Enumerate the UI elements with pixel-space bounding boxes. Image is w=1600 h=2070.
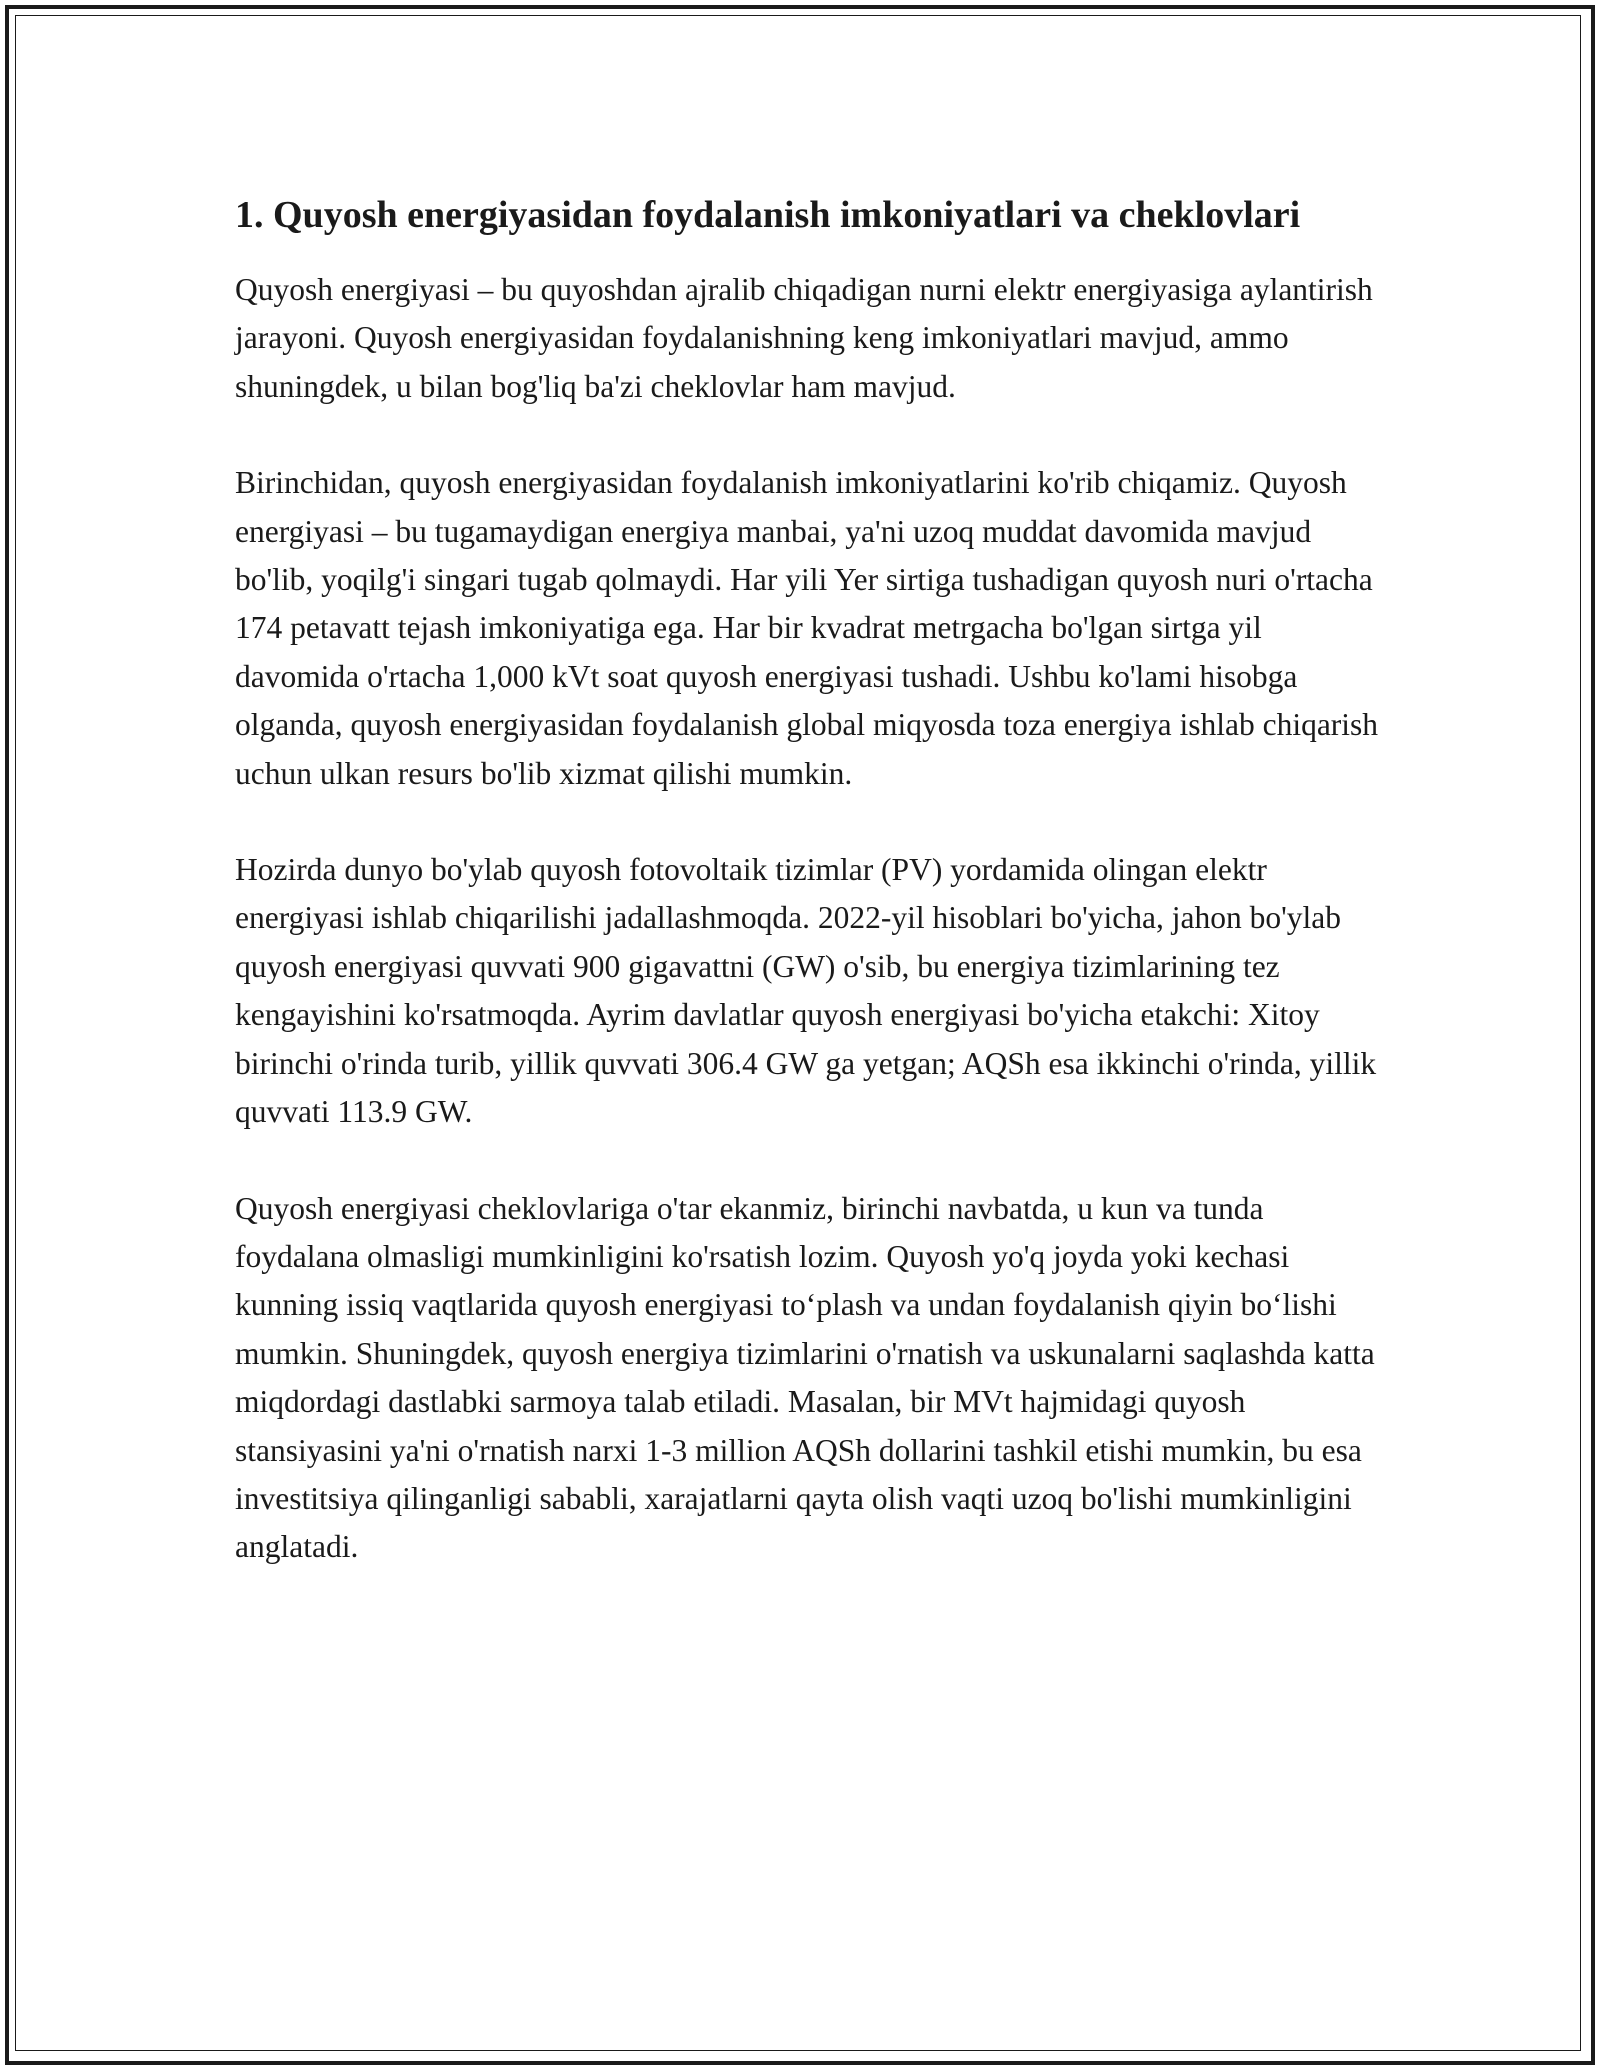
paragraph-pv-growth: Hozirda dunyo bo'ylab quyosh fotovoltaik tizimlar (PV) yordamida olingan elektr energiyasi ishlab chiqarilishi jadallashmoqda. 2022-yil hisoblari bo'yicha, jahon bo'ylab quyosh energiyasi quvvati 900 gigavattni (GW) o'sib, bu energiya tizimlarining tez kengayishini ko'rsatmoqda. Ayrim davlatlar quyosh energiyasi bo'yicha etakchi: Xitoy birinchi o'rinda turib, yillik quvvati 306.4 GW ga yetgan; AQSh esa ikkinchi o'rinda, yillik quvvati 113.9 GW. [235, 852, 1377, 1130]
paragraph-limitations: Quyosh energiyasi cheklovlariga o'tar ekanmiz, birinchi navbatda, u kun va tunda foydalana olmasligi mumkinligini ko'rsatish lozim. Quyosh yo'q joyda yoki kechasi kunning issiq vaqtlarida quyosh energiyasi to‘plash va undan foydalanish qiyin bo‘lishi mumkin. Shuningdek, quyosh energiya tizimlarini o'rnatish va uskunalarni saqlashda katta miqdordagi dastlabki sarmoya talab etiladi. Masalan, bir MVt hajmidagi quyosh stansiyasini ya'ni o'rnatish narxi 1-3 million AQSh dollarini tashkil etishi mumkin, bu esa investitsiya qilinganligi sababli, xarajatlarni qayta olish vaqti uzoq bo'lishi mumkinligini anglatadi. [235, 1190, 1375, 1565]
paragraph-intro: Quyosh energiyasi – bu quyoshdan ajralib chiqadigan nurni elektr energiyasiga aylantirish jarayoni. Quyosh energiyasidan foydalanishning keng imkoniyatlari mavjud, ammo shuningdek, u bilan bog'liq ba'zi cheklovlar ham mavjud. [235, 272, 1373, 404]
document-body [235, 188, 1385, 1620]
paragraph-possibilities: Birinchidan, quyosh energiyasidan foydalanish imkoniyatlarini ko'rib chiqamiz. Quyosh energiyasi – bu tugamaydigan energiya manbai, ya'ni uzoq muddat davomida mavjud bo'lib, yoqilg'i singari tugab qolmaydi. Har yili Yer sirtiga tushadigan quyosh nuri o'rtacha 174 petavatt tejash imkoniyatiga ega. Har bir kvadrat metrgacha bo'lgan sirtga yil davomida o'rtacha 1,000 kVt soat quyosh energiyasi tushadi. Ushbu ko'lami hisobga olganda, quyosh energiyasidan foydalanish global miqyosda toza energiya ishlab chiqarish uchun ulkan resurs bo'lib xizmat qilishi mumkin. [235, 465, 1379, 791]
section-heading: 1. Quyosh energiyasidan foydalanish imkoniyatlari va cheklovlari [235, 194, 1301, 236]
